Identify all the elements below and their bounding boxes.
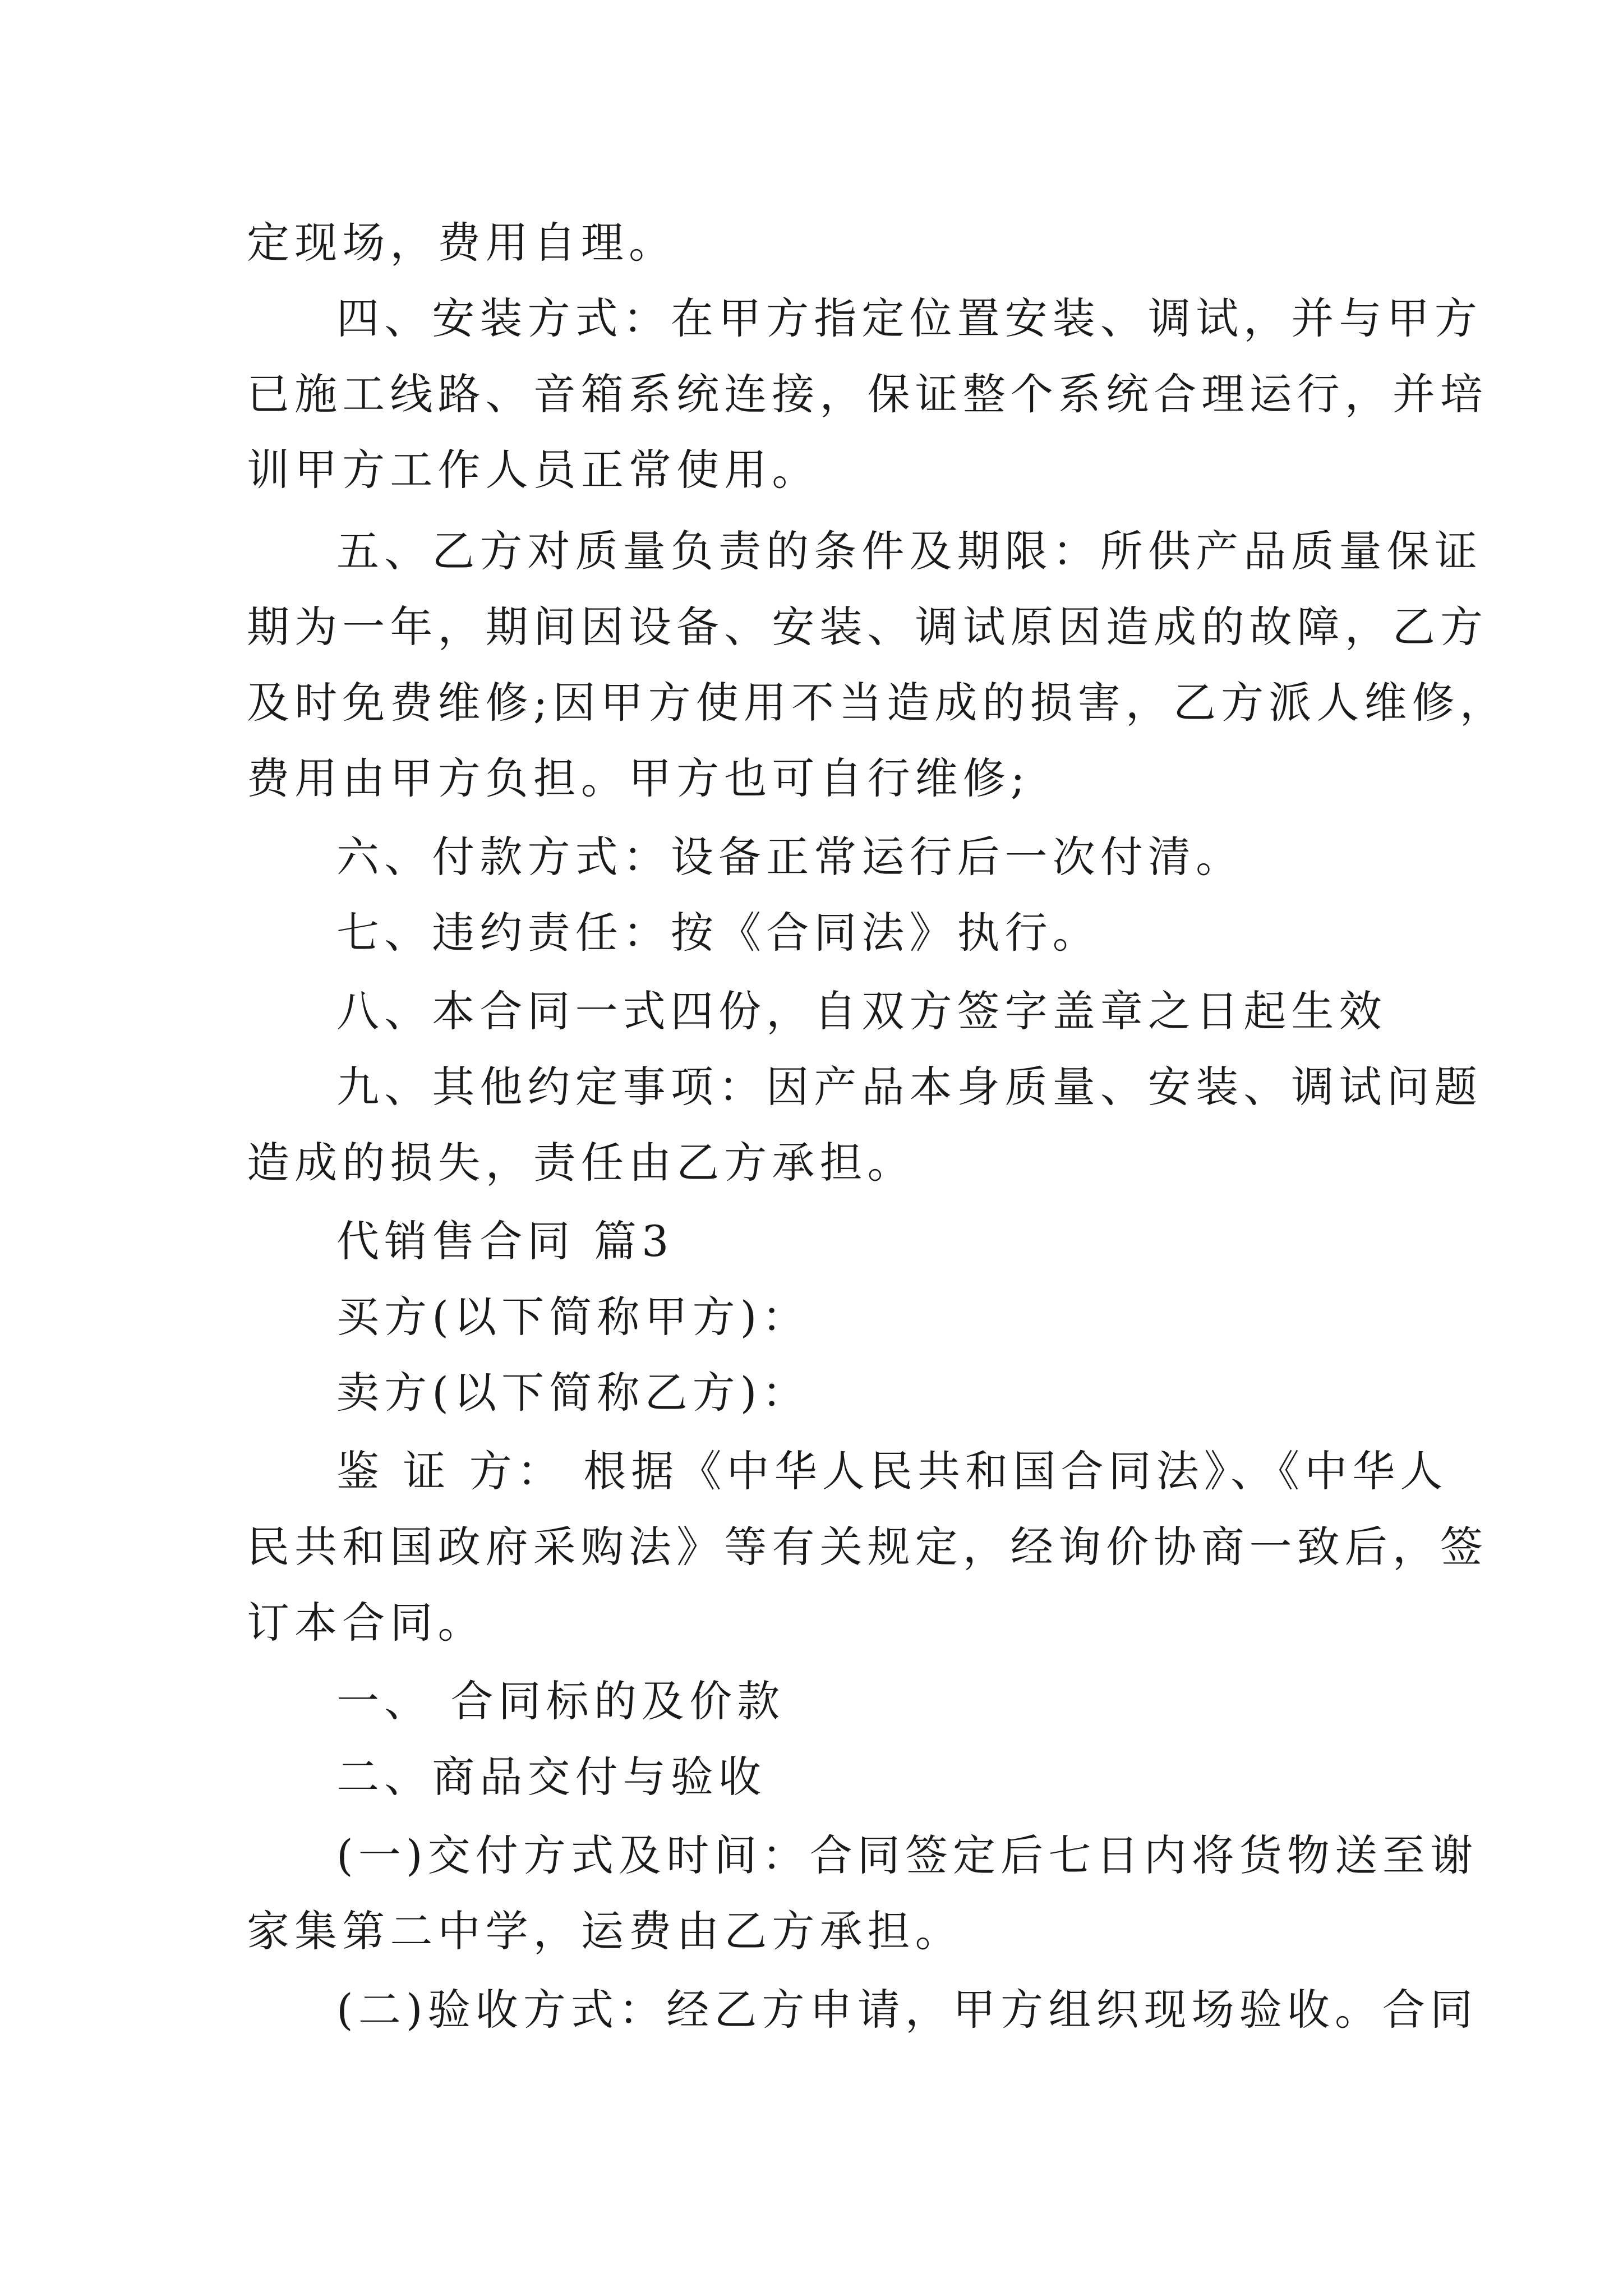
- buyer-line: 买方(以下简称甲方)：: [336, 1292, 810, 1342]
- section-4-install-method: 四、安装方式：在甲方指定位置安装、调试，并与甲方: [336, 293, 1482, 343]
- paragraph-line: 造成的损失，责任由乙方承担。: [247, 1138, 915, 1188]
- section-2-delivery-acceptance: 二、商品交付与验收: [336, 1752, 767, 1802]
- paragraph-line: 民共和国政府采购法》等有关规定，经询价协商一致后，签: [247, 1522, 1488, 1572]
- section-8-copies: 八、本合同一式四份，自双方签字盖章之日起生效: [336, 986, 1387, 1036]
- paragraph-line: 定现场，费用自理。: [247, 218, 677, 268]
- section-9-other-terms: 九、其他约定事项：因产品本身质量、安装、调试问题: [336, 1062, 1482, 1112]
- paragraph-line: 已施工线路、音箱系统连接，保证整个系统合理运行，并培: [247, 369, 1488, 419]
- subsection-acceptance-method: (二)验收方式：经乙方申请，甲方组织现场验收。合同: [336, 1985, 1478, 2035]
- paragraph-line: 订本合同。: [247, 1598, 486, 1648]
- heading-contract-part-3: 代销售合同 篇3: [336, 1216, 674, 1266]
- section-7-breach: 七、违约责任：按《合同法》执行。: [336, 908, 1100, 958]
- paragraph-line: 家集第二中学，运费由乙方承担。: [247, 1906, 963, 1956]
- section-5-quality-terms: 五、乙方对质量负责的条件及期限：所供产品质量保证: [336, 526, 1482, 576]
- paragraph-line: 费用由甲方负担。甲方也可自行维修;: [247, 753, 1030, 803]
- paragraph-line: 训甲方工作人员正常使用。: [247, 445, 820, 495]
- paragraph-line: 及时免费维修;因甲方使用不当造成的损害，乙方派人维修，: [247, 678, 1507, 728]
- witness-line: 鉴 证 方： 根据《中华人民共和国合同法》、《中华人: [336, 1446, 1448, 1496]
- subsection-delivery-time: (一)交付方式及时间：合同签定后七日内将货物送至谢: [336, 1830, 1478, 1880]
- section-6-payment: 六、付款方式：设备正常运行后一次付清。: [336, 832, 1244, 882]
- section-1-subject-price: 一、 合同标的及价款: [336, 1676, 785, 1726]
- seller-line: 卖方(以下简称乙方)：: [336, 1368, 810, 1418]
- paragraph-line: 期为一年，期间因设备、安装、调试原因造成的故障，乙方: [247, 602, 1488, 652]
